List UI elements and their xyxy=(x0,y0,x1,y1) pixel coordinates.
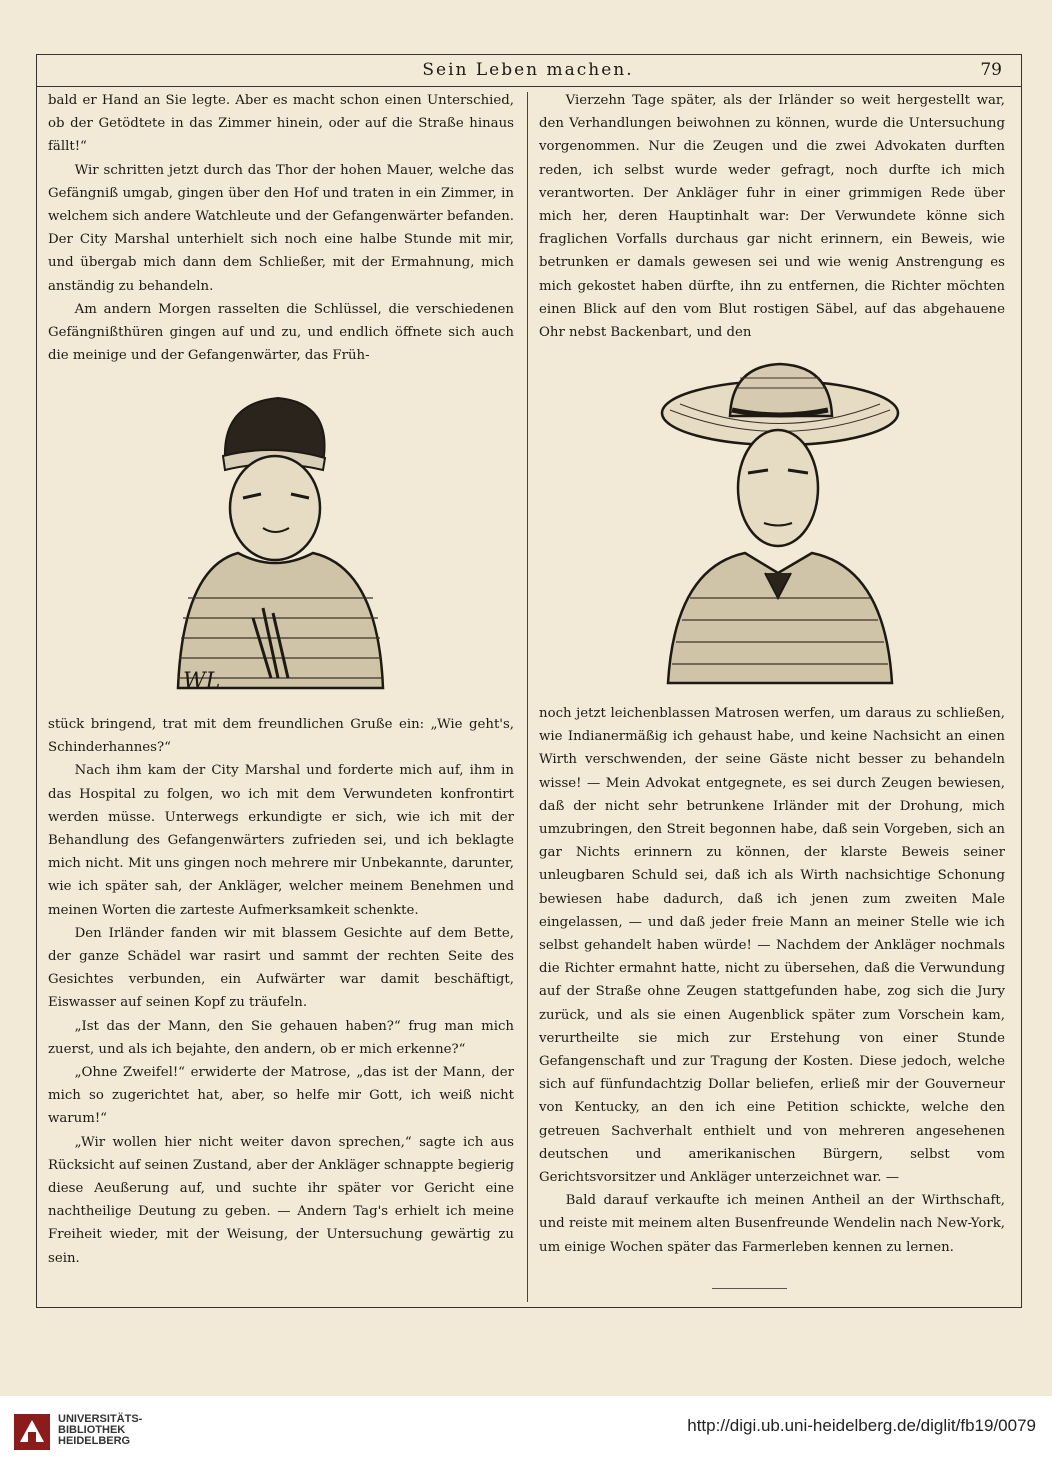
paragraph: bald er Hand an Sie legte. Aber es macht schon einen Unterschied, ob der Getödtete in das Zimmer hinein, oder auf die Straße hinaus fällt!“ xyxy=(48,93,514,155)
page-number: 79 xyxy=(980,60,1002,80)
left-column-top xyxy=(48,89,514,367)
paragraph: Wir schritten jetzt durch das Thor der hohen Mauer, welche das Gefängniß umgab, gingen über den Hof und traten in ein Zimmer, in welchem sich andere Watchleute und der Gefangenwärter befanden. Der City Marshal unterhielt sich noch eine halbe Stunde mit mir, und übergab mich dann dem Schließer, mit der Ermahnung, mich anständig zu behandeln. xyxy=(48,162,514,294)
library-name-line: UNIVERSITÄTS- xyxy=(58,1413,143,1425)
paragraph: Am andern Morgen rasselten die Schlüssel, die verschiedenen Gefängnißthüren gingen auf und zu, und endlich öffnete sich auch die meinige und der Gefangenwärter, das Früh- xyxy=(48,301,514,364)
library-name-line: BIBLIOTHEK xyxy=(58,1424,126,1436)
running-head xyxy=(36,58,1020,84)
paragraph: Den Irländer fanden wir mit blassem Gesichte auf dem Bette, der ganze Schädel war rasirt und sammt der rechten Seite des Gesichtes verbunden, ein Aufwärter war damit beschäftigt, Eiswasser auf seinen Kopf zu träufeln. xyxy=(48,925,514,1011)
paragraph: Bald darauf verkaufte ich meinen Antheil an der Wirthschaft, und reiste mit meinem alten Busenfreunde Wendelin nach New-York, um einige Wochen später das Farmerleben kennen zu lernen. xyxy=(539,1193,1005,1255)
end-rule xyxy=(712,1288,787,1289)
paragraph: stück bringend, trat mit dem freundlichen Gruße ein: „Wie geht's, Schinderhannes?“ xyxy=(48,717,514,756)
header-rule xyxy=(36,86,1022,87)
right-column-bottom xyxy=(539,702,1005,1259)
paragraph: Vierzehn Tage später, als der Irländer so weit hergestellt war, den Verhandlungen beiwohnen zu können, wurde die Untersuchung vorgenommen. Nur die Zeugen und die zwei Advokaten durften reden, ich selbst wurde weder gefragt, noch durfte ich mich verantworten. Der Ankläger fuhr in einer grimmigen Rede über mich her, deren Hauptinhalt war: Der Verwundete könne sich fraglichen Vorfalls durchaus gar nicht erinnern, ein Beweis, wie betrunken er damals gewesen sei und wie wenig Anstrengung es mich gekostet haben dürfte, ihn zu entfernen, die Richter möchten einen Blick auf den vom Blut rostigen Säbel, auf das abgehauene Ohr nebst Backenbart, und den xyxy=(539,93,1005,341)
paragraph: „Ist das der Mann, den Sie gehauen haben?“ frug man mich zuerst, und als ich bejahte, den andern, ob er mich erkenne?“ xyxy=(48,1018,514,1057)
artist-monogram: WL xyxy=(183,669,221,694)
column-divider xyxy=(527,92,528,1302)
library-name xyxy=(58,1414,142,1447)
paragraph: noch jetzt leichenblassen Matrosen werfen, um daraus zu schließen, wie Indianermäßig ich gehaust habe, und keine Nachsicht an einen Wirth verschwenden, der seine Gäste nicht besser zu behandeln wisse! — Mein Advokat entgegnete, es sei durch Zeugen bewiesen, daß der nicht sehr betrunkene Irländer mit der Drohung, mich umzubringen, den Streit begonnen habe, daß sein Vorgeben, sich an gar Nichts erinnern zu können, der klarste Beweis seiner unleugbaren Schuld sei, daß ich als Wirth nachsichtige Schonung bewiesen habe dadurch, daß ich jenen zum zweiten Male eingelassen, — und daß jeder freie Mann an meiner Stelle wie ich selbst gehandelt haben würde! — Nachdem der Ankläger nochmals die Richter ermahnt hatte, nicht zu übersehen, daß die Verwundung auf der Straße ohne Zeugen stattgefunden habe, zog sich die Jury zurück, und als sie einen Augenblick später zum Vorschein kam, verurtheilte sie mich zur Erstehung von einer Stunde Gefangenschaft und zur Tragung der Kosten. Diese jedoch, welche sich auf fünfundachtzig Dollar beliefen, erließ mir der Gouverneur von Kentucky, an den ich eine Petition schickte, welche den getreuen Sachverhalt enthielt und von mehreren angesehenen deutschen und amerikanischen Bürgern, selbst vom Gerichtsvorsitzer und Ankläger unterzeichnet war. — xyxy=(539,706,1005,1186)
left-column-bottom xyxy=(48,713,514,1270)
university-logo-icon xyxy=(12,1412,52,1452)
paragraph: „Wir wollen hier nicht weiter davon sprechen,“ sagte ich aus Rücksicht auf seinen Zustand, aber der Ankläger schnappte begierig diese Aeußerung auf, und suchte ihr später vor Gericht eine nachtheilige Deutung zu geben. — Andern Tag's erhielt ich meine Freiheit wieder, mit der Weisung, der Untersuchung gewärtig zu sein. xyxy=(48,1134,514,1266)
running-title: Sein Leben machen. xyxy=(422,60,634,80)
footer-bar xyxy=(0,1396,1052,1479)
source-url[interactable]: http://digi.ub.uni-heidelberg.de/diglit/fb19/0079 xyxy=(687,1416,1036,1435)
illustration-sailor xyxy=(660,358,900,688)
right-column-top xyxy=(539,89,1005,344)
paragraph: „Ohne Zweifel!“ erwiderte der Matrose, „das ist der Mann, der mich so zugerichtet hat, aber, so helfe mir Gott, ich weiß nicht warum!“ xyxy=(48,1065,514,1127)
library-name-line: HEIDELBERG xyxy=(58,1435,131,1447)
paragraph: Nach ihm kam der City Marshal und forderte mich auf, ihm in das Hospital zu folgen, wo ich mit dem Verwundeten konfrontirt werden müsse. Unterwegs erkundigte er sich, wie ich mit der Behandlung des Gefangenwärters zufrieden sei, und ich beklagte mich nicht. Mit uns gingen noch mehrere mir Unbekannte, darunter, wie ich später sah, der Ankläger, welcher meinem Benehmen und meinen Worten die zarteste Aufmerksamkeit schenkte. xyxy=(48,763,514,918)
illustration-jailer xyxy=(163,378,393,698)
